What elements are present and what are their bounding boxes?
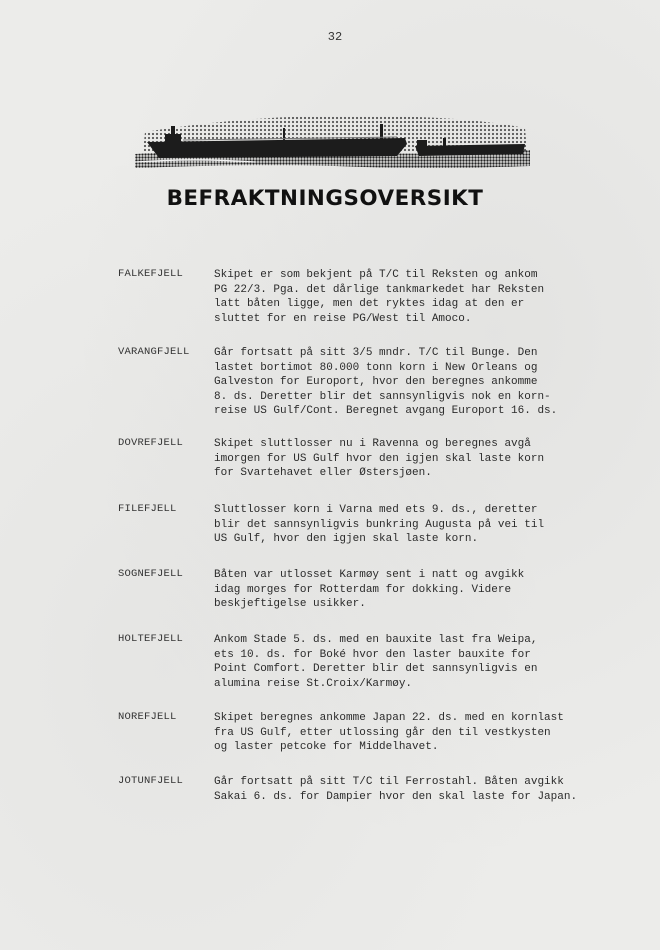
ship-name: FALKEFJELL <box>118 268 184 280</box>
ship-status-text: Skipet beregnes ankomme Japan 22. ds. med en kornlast fra US Gulf, etter utlossing går den til vestkysten og laster petcoke for Middelhavet. <box>214 712 564 754</box>
second-vessel-mast <box>443 138 446 146</box>
ship-name: FILEFJELL <box>118 503 177 515</box>
second-vessel-bridge <box>417 140 427 146</box>
ship-name: SOGNEFJELL <box>118 568 184 580</box>
ship-name: JOTUNFJELL <box>118 775 184 787</box>
page-number: 32 <box>327 30 343 44</box>
ship-status-text: Sluttlosser korn i Varna med ets 9. ds., deretter blir det sannsynligvis bunkring Augusta på vei til US Gulf, hvor den igjen skal laste korn. <box>214 504 545 546</box>
ship-status-text: Skipet er som bekjent på T/C til Reksten og ankom PG 22/3. Pga. det dårlige tankmarkedet har Reksten latt båten ligge, men det ryktes idag at den er sluttet for en reise PG/West til Amoco. <box>214 269 545 325</box>
ship-status-text: Ankom Stade 5. ds. med en bauxite last fra Weipa, ets 10. ds. for Boké hvor den laster bauxite for Point Comfort. Deretter blir det sannsynligvis en alumina reise St.Croix/Karmøy. <box>214 634 538 690</box>
ship-status-text: Går fortsatt på sitt 3/5 mndr. T/C til Bunge. Den lastet bortimot 80.000 tonn korn i New Orleans og Galveston for Europort, hvor den beregnes ankomme 8. ds. Deretter blir det sannsynligvis nok en korn- reise US Gulf/Cont. Beregnet avgang Europort 16. ds. <box>214 347 558 418</box>
ship-name: HOLTEFJELL <box>118 633 184 645</box>
ship-name: DOVREFJELL <box>118 437 184 449</box>
page-title: BEFRAKTNINGSOVERSIKT <box>166 186 484 210</box>
ship-name: NOREFJELL <box>118 711 177 723</box>
ship-status-text: Båten var utlosset Karmøy sent i natt og avgikk idag morges for Rotterdam for dokking. Videre beskjeftigelse usikker. <box>214 569 525 611</box>
tanker-bridge <box>165 134 181 142</box>
tanker-funnel <box>171 126 175 135</box>
ship-status-text: Skipet sluttlosser nu i Ravenna og beregnes avgå imorgen for US Gulf hvor den igjen skal laste korn for Svartehavet eller Østersjøen. <box>214 438 545 480</box>
ship-name: VARANGFJELL <box>118 346 190 358</box>
tanker-ship-illustration <box>135 108 530 176</box>
second-vessel-hull <box>415 144 525 156</box>
ship-status-text: Går fortsatt på sitt T/C til Ferrostahl. Båten avgikk Sakai 6. ds. for Dampier hvor den skal laste for Japan. <box>214 776 578 803</box>
